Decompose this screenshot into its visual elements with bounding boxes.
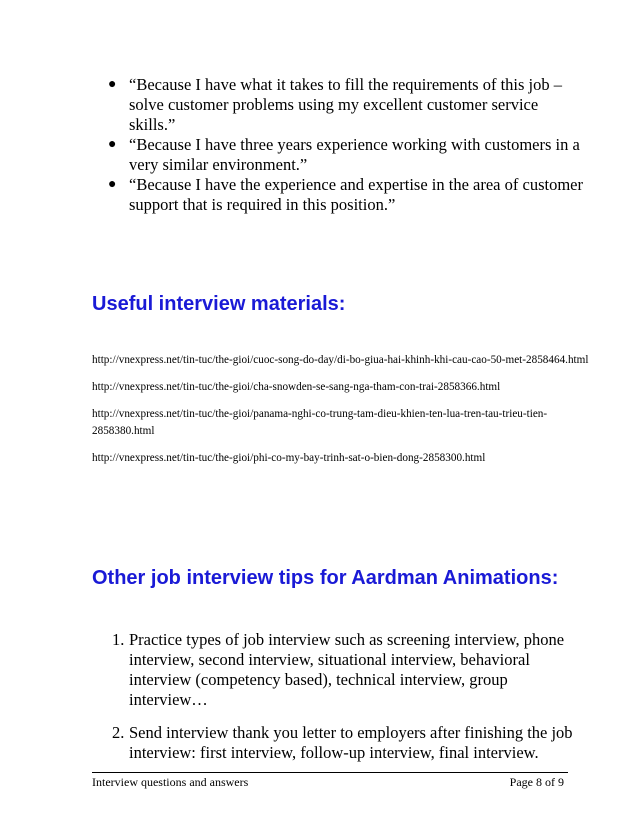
list-item [112,630,587,710]
materials-heading: Useful interview materials: [92,293,346,315]
material-link[interactable]: http://vnexpress.net/tin-tuc/the-gioi/cuoc-song-do-day/di-bo-giua-hai-khinh-khi-cau-cao-50-met-2858464.html [92,354,589,366]
page-number: Page 8 of 9 [509,775,564,789]
list-item [108,135,588,175]
bullet-icon: ● [108,77,117,92]
materials-links [92,352,592,477]
bullet-icon: ● [108,137,117,152]
list-number: 2. [112,723,125,742]
tip-text: Practice types of job interview such as screening interview, phone interview, second interview, situational interview, behavioral interview (competency based), technical interview, group interview… [129,630,565,709]
bullet-icon: ● [108,177,117,192]
footer-title: Interview questions and answers [92,775,249,789]
quote-text: “Because I have three years experience working with customers in a very similar environment.” [129,135,580,174]
quote-text: “Because I have what it takes to fill the requirements of this job – solve customer problems using my excellent customer service skills.” [129,75,562,134]
tip-text: Send interview thank you letter to employers after finishing the job interview: first interview, follow-up interview, final interview. [129,723,573,762]
list-item [112,723,587,763]
material-link[interactable]: http://vnexpress.net/tin-tuc/the-gioi/cha-snowden-se-sang-nga-tham-con-trai-2858366.html [92,381,501,393]
list-item [108,175,588,215]
tips-heading: Other job interview tips for Aardman Animations: [92,567,559,589]
list-item [108,75,588,135]
quote-text: “Because I have the experience and expertise in the area of customer support that is required in this position.” [129,175,583,214]
quote-list [108,75,588,215]
page-footer [92,772,568,791]
tips-list [112,630,587,776]
material-link[interactable]: http://vnexpress.net/tin-tuc/the-gioi/phi-co-my-bay-trinh-sat-o-bien-dong-2858300.html [92,452,486,464]
material-link[interactable]: http://vnexpress.net/tin-tuc/the-gioi/panama-nghi-co-trung-tam-dieu-khien-ten-lua-tren-tau-trieu-tien-2858380.html [92,408,548,437]
list-number: 1. [112,630,125,649]
